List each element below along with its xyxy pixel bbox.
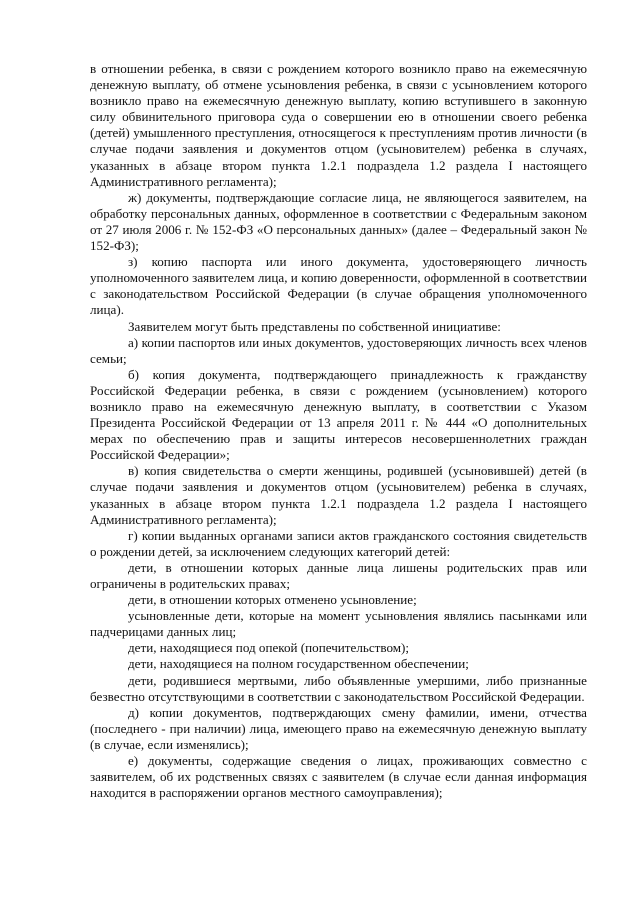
- paragraph-item-d: д) копии документов, подтверждающих смену фамилии, имени, отчества (последнего - при наличии) лица, имеющего право на ежемесячную денежную выплату (в случае, если изменялись);: [90, 704, 587, 752]
- paragraph-item-e: е) документы, содержащие сведения о лицах, проживающих совместно с заявителем, об их родственных связях с заявителем (в случае если данная информация находится в распоряжении органов местного самоуправления);: [90, 753, 587, 801]
- paragraph-item-v: в) копия свидетельства о смерти женщины, родившей (усыновившей) детей (в случае подачи заявления и документов отцом (усыновителем) ребенка в случаях, указанных в абзаце втором пункта 1.2.1 подраздела 1.2 раздела I настоящего Административного регламента);: [90, 463, 587, 527]
- paragraph-exception-5: дети, находящиеся на полном государственном обеспечении;: [128, 656, 469, 672]
- paragraph-item-g: г) копии выданных органами записи актов гражданского состояния свидетельств о рождении детей, за исключением следующих категорий детей:: [90, 527, 587, 559]
- paragraph-exception-2: дети, в отношении которых отменено усыновление;: [128, 592, 417, 608]
- paragraph-exception-3: усыновленные дети, которые на момент усыновления являлись пасынками или падчерицами данных лиц;: [90, 608, 587, 640]
- paragraph-item-b: б) копия документа, подтверждающего принадлежность к гражданству Российской Федерации ребенка, в связи с рождением (усыновлением) которого возникло право на ежемесячную денежную выплату, в соответствии с Указом Президента Российской Федерации от 13 апреля 2011 г. № 444 «О дополнительных мерах по обеспечению прав и защиты интересов несовершеннолетних граждан Российской Федерации»;: [90, 366, 587, 463]
- paragraph-exception-4: дети, находящиеся под опекой (попечительством);: [128, 640, 410, 656]
- paragraph-exception-1: дети, в отношении которых данные лица лишены родительских прав или ограничены в родительских правах;: [90, 559, 587, 591]
- document-body: [90, 61, 587, 801]
- paragraph-own-initiative: Заявителем могут быть представлены по собственной инициативе:: [128, 318, 501, 334]
- paragraph-exception-6: дети, родившиеся мертвыми, либо объявленные умершими, либо признанные безвестно отсутствующими в соответствии с законодательством Российской Федерации.: [90, 672, 587, 704]
- paragraph-continuation: в отношении ребенка, в связи с рождением которого возникло право на ежемесячную денежную выплату, об отмене усыновления ребенка, в связи с усыновлением которого возникло право на ежемесячную денежную выплату, копию вступившего в законную силу обвинительного приговора суда о совершении ею в отношении своего ребенка (детей) умышленного преступления, относящегося к преступлениям против личности (в случае подачи заявления и документов отцом (усыновителем) ребенка в случаях, указанных в абзаце втором пункта 1.2.1 подраздела 1.2 раздела I настоящего Административного регламента);: [90, 61, 587, 189]
- paragraph-item-a: а) копии паспортов или иных документов, удостоверяющих личность всех членов семьи;: [90, 334, 587, 366]
- paragraph-item-z: з) копию паспорта или иного документа, удостоверяющего личность уполномоченного заявителем лица, и копию доверенности, оформленной в соответствии с законодательством Российской Федерации (в случае обращения уполномоченного лица).: [90, 254, 587, 318]
- paragraph-item-zh: ж) документы, подтверждающие согласие лица, не являющегося заявителем, на обработку персональных данных, оформленное в соответствии с Федеральным законом от 27 июля 2006 г. № 152-ФЗ «О персональных данных» (далее – Федеральный закон № 152-ФЗ);: [90, 189, 587, 254]
